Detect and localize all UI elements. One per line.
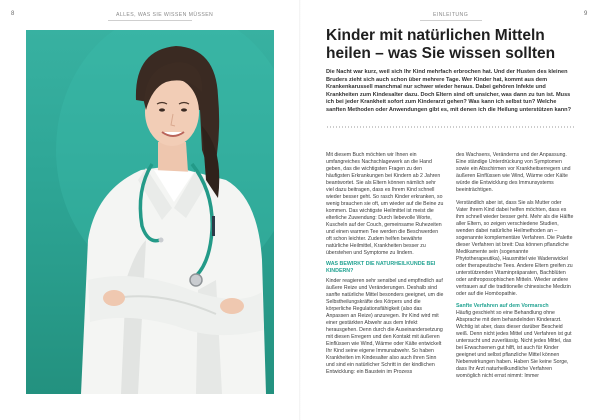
text-column-2 [456, 152, 574, 380]
doctor-illustration [26, 30, 274, 394]
text-column-1 [326, 152, 444, 376]
body-paragraph: Kinder reagieren sehr sensibel und empfindlich auf äußere Reize und Veränderungen. Deshalb sind sanfte natürliche Mittel besonders geeignet, um die Selbstheilungskräfte des Körpers und die körperliche Regulationsfähigkeit (also das Anpassen an Reize) anzuregen. Ihr Kind wird mit einer gestärkten Abwehr aus dem Infekt herausgehen. Denn durch die Auseinandersetzung mit diesen Erregern und den Kontakt mit äußeren Einflüssen wie Wind, Wärme oder Kälte entwickelt Ihr Kind seine eigene Immunabwehr. So haben Krankheiten im Kindesalter also auch ihren Sinn und sind ein natürlicher Schritt in der kindlichen Entwicklung: ein Baustein im Prozess [326, 278, 444, 375]
body-paragraph: des Wachsens, Veränderns und der Anpassung. Eine ständige Unterdrückung von Symptomen sowie ein Abschirmen vor Krankheitserregern und äußeren Einflüssen wie Wind, Wärme oder Kälte würde die Entwicklung des Immunsystems beeinträchtigen. [456, 152, 571, 193]
body-paragraph: Mit diesem Buch möchten wir Ihnen ein umfangreiches Nachschlagewerk an die Hand geben, das die wichtigsten Fragen zu den häufigsten Erkrankungen bei Kindern ab 2 Jahren beantwortet. Sie als Eltern können nämlich sehr viel dazu beitragen, dass es Ihrem Kind schnell wieder besser geht. So rasch Kinder erkranken, so wenig brauchen sie oft, um wieder auf die Beine zu kommen. Das wichtigste Heilmittel ist meist die elterliche Zuwendung: Durch liebevolle Worte, Kuscheln auf der Couch, gemeinsame Ruhezeiten und einen warmen Tee werden die Beschwerden oft schon leichter. Zudem helfen bewährte natürliche Heilmittel, Krankheiten besser zu überstehen und Symptome zu lindern. [326, 152, 444, 256]
body-paragraph: Verständlich aber ist, dass Sie als Mutter oder Vater Ihrem Kind dabei helfen möchten, dass es ihm schnell wieder besser geht. Mehr als die Hälfte aller Eltern, so zeigen verschiedene Studien, wenden dabei natürliche Heilmethoden an – sogenannte komplementäre Verfahren. Die Palette dieser Verfahren ist breit: Das können pflanzliche Medikamente sein (sogenannte Phytotherapeutika), Hausmittel wie Wadenwickel oder therapeutische Tees. Andere Eltern greifen zu unterstützenden Vitaminpräparaten, Bachblüten oder anthroposophischen Mitteln. Wieder andere vertrauen auf die traditionelle chinesische Medizin oder auf die Homöopathie. [456, 200, 574, 297]
dotted-separator [326, 126, 574, 128]
article-title: Kinder mit natürlichen Mitteln heilen – was Sie wissen sollten [326, 27, 556, 62]
left-running-head: ALLES, WAS SIE WISSEN MÜSSEN [116, 12, 214, 18]
left-running-head-rule [108, 20, 192, 21]
right-running-head-rule [420, 20, 482, 21]
left-page-number: 8 [11, 11, 15, 17]
doctor-photo [26, 30, 274, 394]
book-gutter [299, 0, 301, 420]
section-heading: WAS BEWIRKT DIE NATURHEILKUNDE BEI KINDERN? [326, 261, 436, 274]
right-page-number: 9 [584, 11, 588, 17]
article-intro: Die Nacht war kurz, weil sich Ihr Kind mehrfach erbrochen hat. Und der Husten des kleinen Bruders zieht sich auch schon über mehrere Tage. Wer Kinder hat, kommt aus dem Krankenkarussell manchmal nur schwer wieder heraus. Dabei gehören Infekte und Krankheiten zum Kindesalter dazu. Doch Eltern sind oft unsicher, was dann zu tun ist. Muss ich bei jeder Krankheit sofort zum Kinderarzt gehen? Was kann ich selbst tun? Welche sanften Methoden oder Anwendungen gibt es, mit denen ich die Heilung unterstützen kann? [326, 69, 571, 113]
body-paragraph: Häufig geschieht so eine Behandlung ohne Absprache mit dem behandelnden Kinderarzt. Wichtig ist aber, dass dieser darüber Bescheid weiß. Denn nicht jedes Mittel und Verfahren ist gut untersucht und zuverlässig. Nicht jedes Mittel, das bei Erwachsenen gut hilft, ist auch für Kinder geeignet und selbst pflanzliche Mittel können Nebenwirkungen haben. Haben Sie keine Sorge, dass Ihr Arzt naturheilkundliche Verfahren womöglich nicht ernst nimmt: Immer [456, 310, 572, 379]
right-running-head: EINLEITUNG [433, 12, 469, 18]
section-subheading: Sanfte Verfahren auf dem Vormarsch [456, 303, 549, 309]
